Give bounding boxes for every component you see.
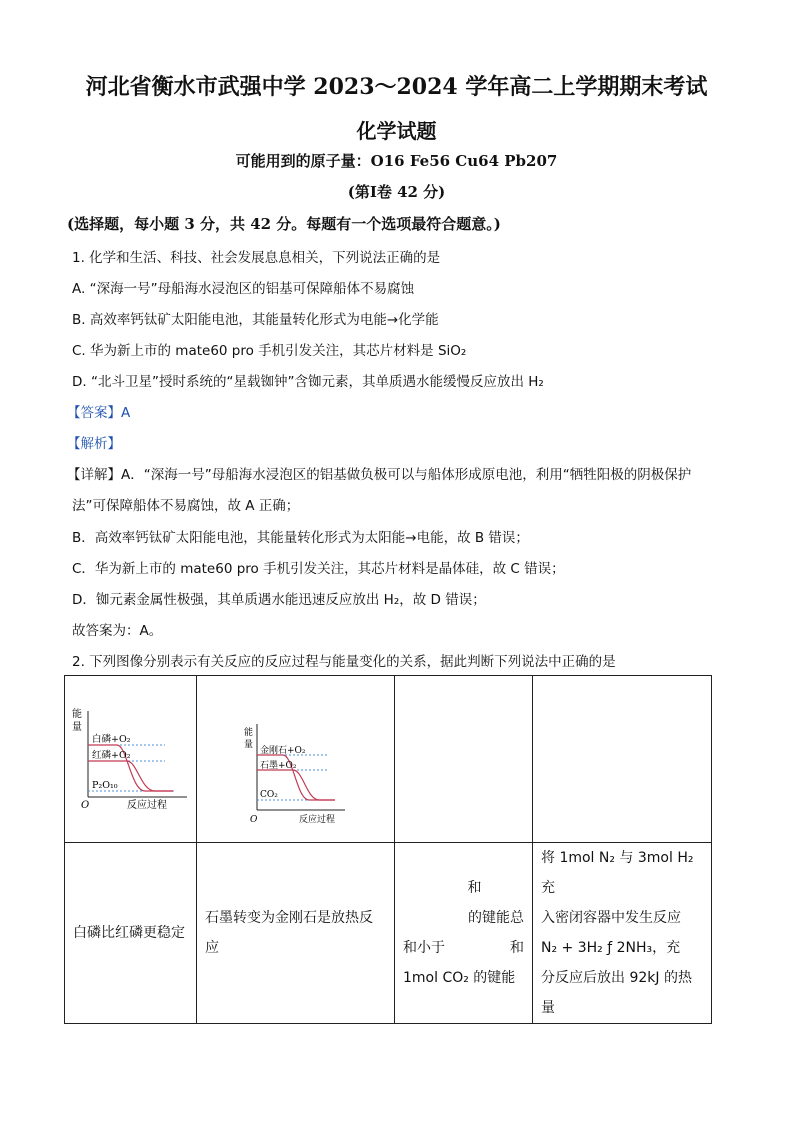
q1-detail-c: C．华为新上市的 mate60 pro 手机引发关注，其芯片材料是晶体硅，故 C 错误； [72,561,565,577]
q2-option-c-line1: 和 [467,880,482,896]
g1-origin: O [81,800,90,811]
q2-option-c-cell [395,843,533,1024]
q1-conclusion: 故答案为：A。 [72,623,163,639]
q2-option-a-cell [65,843,197,1024]
g2-level-bottom: CO₂ [260,790,278,800]
q2-option-d-cell [533,843,712,1024]
g2-xlabel: 反应过程 [299,815,336,825]
atomic-mass-line: 可能用到的原子量：O16 Fe56 Cu64 Pb207 [235,152,558,170]
graph-diamond-graphite [197,682,394,832]
volume-label: (第Ⅰ卷 42 分) [347,183,446,201]
q1-option-b: B. 高效率钙钛矿太阳能电池，其能量转化形式为电能→化学能 [72,312,439,328]
g2-level-top: 金刚石+O₂ [260,746,306,756]
q2-option-b-line2: 应 [205,940,219,956]
q2-option-b-line1: 石墨转变为金刚石是放热反 [205,910,373,926]
q1-detail-a-line1: 【详解】A．“深海一号”母船海水浸泡区的铝基做负极可以与船体形成原电池，利用“牺牲阳极的阴极保护 [67,467,692,483]
q1-analysis-label: 【解析】 [67,436,121,452]
section-instructions: (选择题，每小题 3 分，共 42 分。每题有一个选项最符合题意。) [67,215,501,233]
g2-ylabel-2: 量 [244,740,254,750]
q2-options-table [64,675,712,1024]
q2-option-d-line1: 将 1mol N₂ 与 3mol H₂ 充 [541,850,694,896]
q2-option-b-cell [197,843,395,1024]
q2-graph3-cell [395,676,533,843]
q1-option-a: A. “深海一号”母船海水浸泡区的铝基可保障船体不易腐蚀 [72,281,415,297]
g1-level-bottom: P₂O₁₀ [92,780,118,791]
g2-origin: O [250,815,258,825]
g2-level-mid: 石墨+O₂ [260,761,297,771]
q1-detail-a-line2: 法”可保障船体不易腐蚀，故 A 正确； [72,498,300,514]
q2-option-a: 白磷比红磷更稳定 [73,925,185,941]
q1-answer: 【答案】A [67,405,131,421]
graph-white-red-phosphorus [65,697,196,817]
q2-option-d-line4: 分反应后放出 92kJ 的热量 [541,970,692,1016]
exam-title: 河北省衡水市武强中学 2023～2024 学年高二上学期期末考试 [85,74,708,100]
q1-detail-d: D．铷元素金属性极强，其单质遇水能迅速反应放出 H₂，故 D 错误； [72,592,486,608]
g1-level-top: 白磷+O₂ [92,734,131,745]
q2-option-d-line2: 入密闭容器中发生反应 [541,910,681,926]
q2-option-d-line3: N₂ + 3H₂ ƒ 2NH₃，充 [541,940,681,956]
q1-detail-b: B．高效率钙钛矿太阳能电池，其能量转化形式为太阳能→电能，故 B 错误； [72,530,529,546]
q1-option-c: C. 华为新上市的 mate60 pro 手机引发关注，其芯片材料是 SiO₂ [72,343,467,359]
g1-ylabel-2: 量 [72,722,82,733]
q2-option-c-line2: 的键能总 [468,910,524,926]
q2-option-c-line3a: 和小于 [403,940,445,956]
q2-option-c-line4: 1mol CO₂ 的键能 [403,970,516,986]
q2-option-c-line3b: 和 [510,940,524,956]
q2-graph2-cell [197,676,395,843]
q2-graph1-cell [65,676,197,843]
q2-stem: 2. 下列图像分别表示有关反应的反应过程与能量变化的关系，据此判断下列说法中正确的是 [72,654,616,670]
q2-option-c-line3 [395,933,532,963]
g2-ylabel-1: 能 [244,728,254,738]
q1-stem: 1. 化学和生活、科技、社会发展息息相关，下列说法正确的是 [72,250,441,266]
q2-graph4-cell [533,676,712,843]
g1-xlabel: 反应过程 [127,800,167,811]
exam-subtitle: 化学试题 [356,119,437,143]
q1-option-d: D. “北斗卫星”授时系统的“星载铷钟”含铷元素，其单质遇水能缓慢反应放出 H₂ [72,374,544,390]
g1-ylabel-1: 能 [72,709,82,720]
g1-level-mid: 红磷+O₂ [92,750,131,761]
